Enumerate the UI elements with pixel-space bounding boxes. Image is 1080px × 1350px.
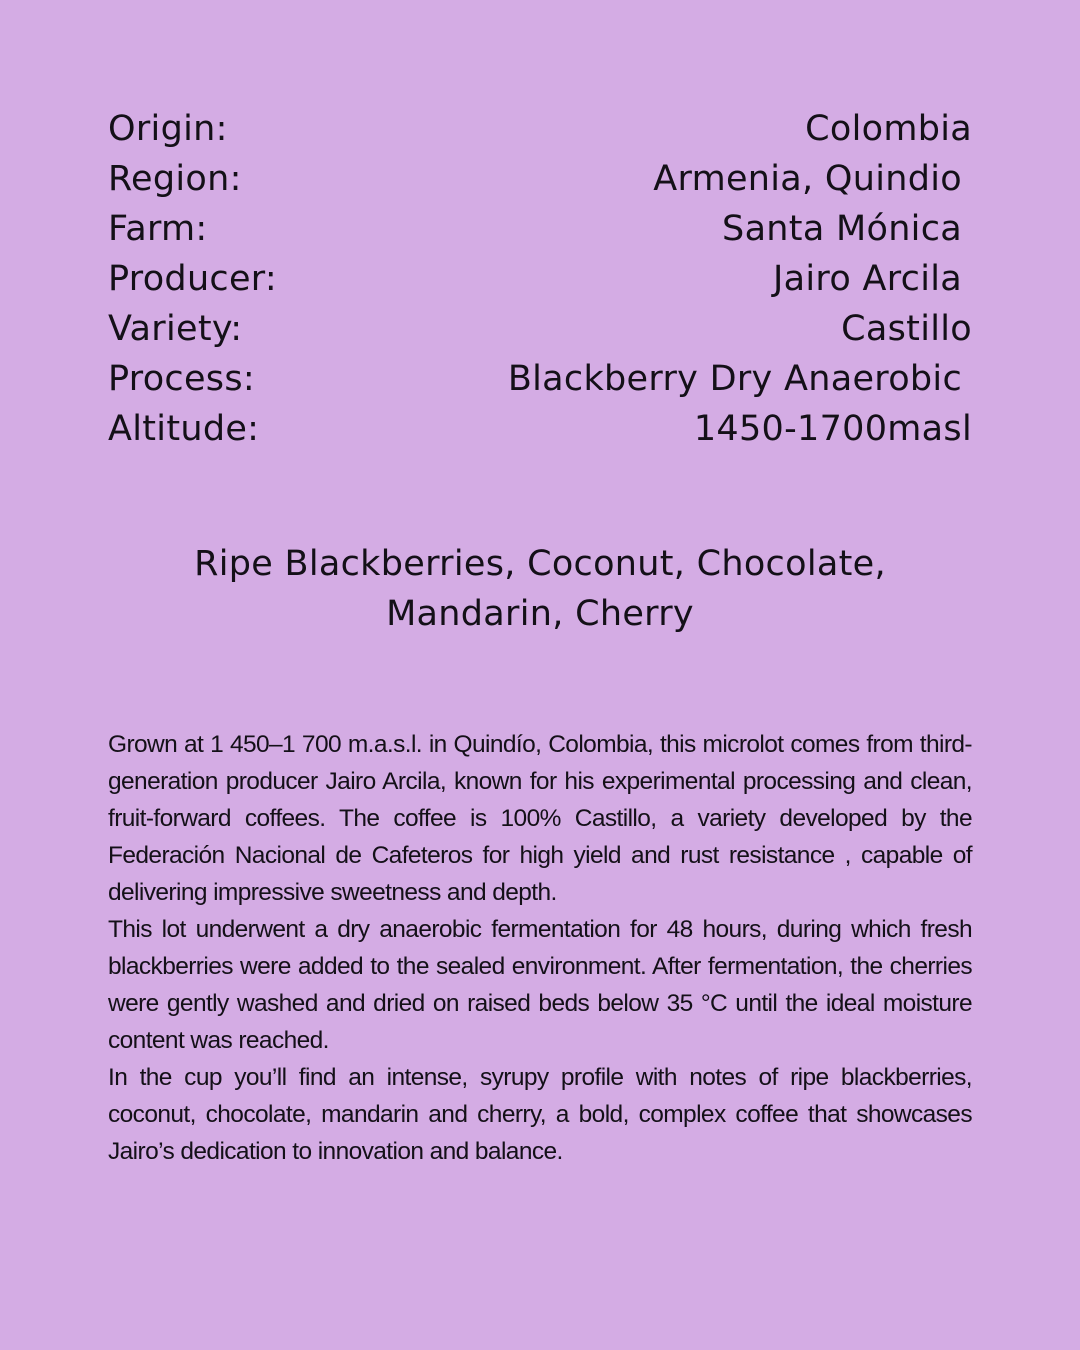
spec-label: Origin: [108,109,228,149]
spec-label: Region: [108,159,242,199]
spec-producer [108,254,972,304]
tasting-notes [108,539,972,639]
coffee-description [108,726,972,1170]
spec-farm [108,204,972,254]
spec-label: Altitude: [108,409,260,449]
tasting-notes-line: Mandarin, Cherry [386,594,694,634]
spec-value: Armenia, Quindio [653,159,962,199]
description-paragraph: In the cup you’ll find an intense, syrupy profile with notes of ripe blackberries, coconut, chocolate, mandarin and cherry, a bold, complex coffee that showcases Jairo’s dedication to innovation and balance. [108,1064,972,1165]
description-paragraph: This lot underwent a dry anaerobic fermentation for 48 hours, during which fresh blackberries were added to the sealed environment. After fermentation, the cherries were gently washed and dried on raised beds below 35 °C until the ideal moisture content was reached. [108,916,972,1054]
coffee-specs [108,104,972,454]
description-paragraph: Grown at 1 450–1 700 m.a.s.l. in Quindío, Colombia, this microlot comes from third-generation producer Jairo Arcila, known for his experimental processing and clean, fruit-forward coffees. The coffee is 100% Castillo, a variety developed by the Federación Nacional de Cafeteros for high yield and rust resistance , capable of delivering impressive sweetness and depth. [108,731,972,906]
spec-origin [108,104,972,154]
spec-process [108,354,972,404]
spec-value: 1450-1700masl [693,409,972,449]
spec-value: Castillo [841,309,972,349]
spec-value: Santa Mónica [722,209,962,249]
tasting-notes-line: Ripe Blackberries, Coconut, Chocolate, [194,544,886,584]
spec-value: Jairo Arcila [773,259,962,299]
spec-altitude [108,404,972,454]
spec-value: Colombia [805,109,972,149]
spec-label: Variety: [108,309,243,349]
spec-label: Producer: [108,259,277,299]
spec-label: Process: [108,359,255,399]
spec-region [108,154,972,204]
spec-label: Farm: [108,209,208,249]
spec-value: Blackberry Dry Anaerobic [507,359,962,399]
spec-variety [108,304,972,354]
